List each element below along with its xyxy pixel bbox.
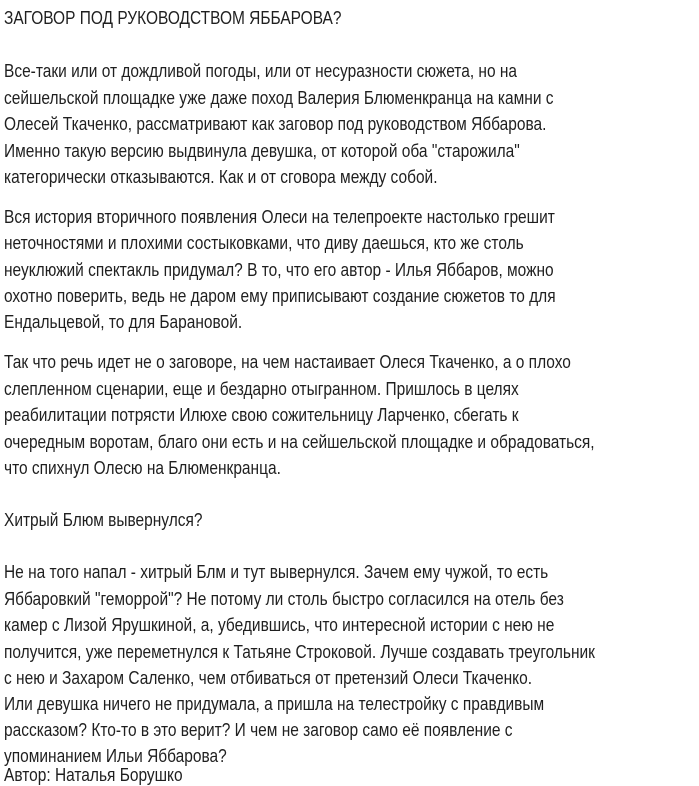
text-line: Вся история вторичного появления Олеси на телепроекте настолько грешит (4, 207, 555, 227)
text-line: Все-таки или от дождливой погоды, или от несуразности сюжета, но на (4, 61, 518, 81)
text-line: очередным воротам, благо они есть и на сейшельской площадке и обрадоваться, (4, 432, 595, 452)
text-line: с нею и Захаром Саленко, чем отбиваться от претензий Олеси Ткаченко. (4, 668, 532, 688)
article-title: ЗАГОВОР ПОД РУКОВОДСТВОМ ЯББАРОВА? (4, 8, 342, 28)
text-line: рассказом? Кто-то в это верит? И чем не заговор само её появление с (4, 720, 513, 740)
text-line: упоминанием Ильи Яббарова? (4, 746, 227, 766)
text-line: Именно такую версию выдвинула девушка, от которой оба "старожила" (4, 141, 520, 161)
text-line: Олесей Ткаченко, рассматривают как заговор под руководством Яббарова. (4, 114, 547, 134)
text-line: Яббаровкий "геморрой"? Не потому ли столь быстро согласился на отель без (4, 589, 564, 609)
text-line: Или девушка ничего не придумала, а пришла на телестройку с правдивым (4, 694, 545, 714)
text-line: получится, уже переметнулся к Татьяне Строковой. Лучше создавать треугольник (4, 642, 595, 662)
text-line: неточностями и плохими состыковками, что диву даешься, кто же столь (4, 233, 524, 253)
text-line: категорически отказываются. Как и от сговора между собой. (4, 167, 438, 187)
text-line: неуклюжий спектакль придумал? В то, что его автор - Илья Яббаров, можно (4, 260, 554, 280)
text-line: охотно поверить, ведь не даром ему приписывают создание сюжетов то для (4, 286, 556, 306)
text-line: Ендальцевой, то для Барановой. (4, 312, 243, 332)
text-line: слепленном сценарии, еще и бездарно отыгранном. Пришлось в целях (4, 379, 519, 399)
text-line: реабилитации потрясти Илюхе свою сожительницу Ларченко, сбегать к (4, 405, 519, 425)
text-line: камер с Лизой Ярушкиной, а, убедившись, что интересной истории с нею не (4, 615, 555, 635)
author-credit: Автор: Наталья Борушко (4, 765, 183, 785)
text-line: сейшельской площадке уже даже поход Валерия Блюменкранца на камни с (4, 88, 554, 108)
subheading: Хитрый Блюм вывернулся? (4, 510, 203, 530)
text-line: Не на того напал - хитрый Блм и тут вывернулся. Зачем ему чужой, то есть (4, 562, 549, 582)
text-line: Так что речь идет не о заговоре, на чем настаивает Олеся Ткаченко, а о плохо (4, 352, 571, 372)
text-line: что спихнул Олесю на Блюменкранца. (4, 458, 281, 478)
